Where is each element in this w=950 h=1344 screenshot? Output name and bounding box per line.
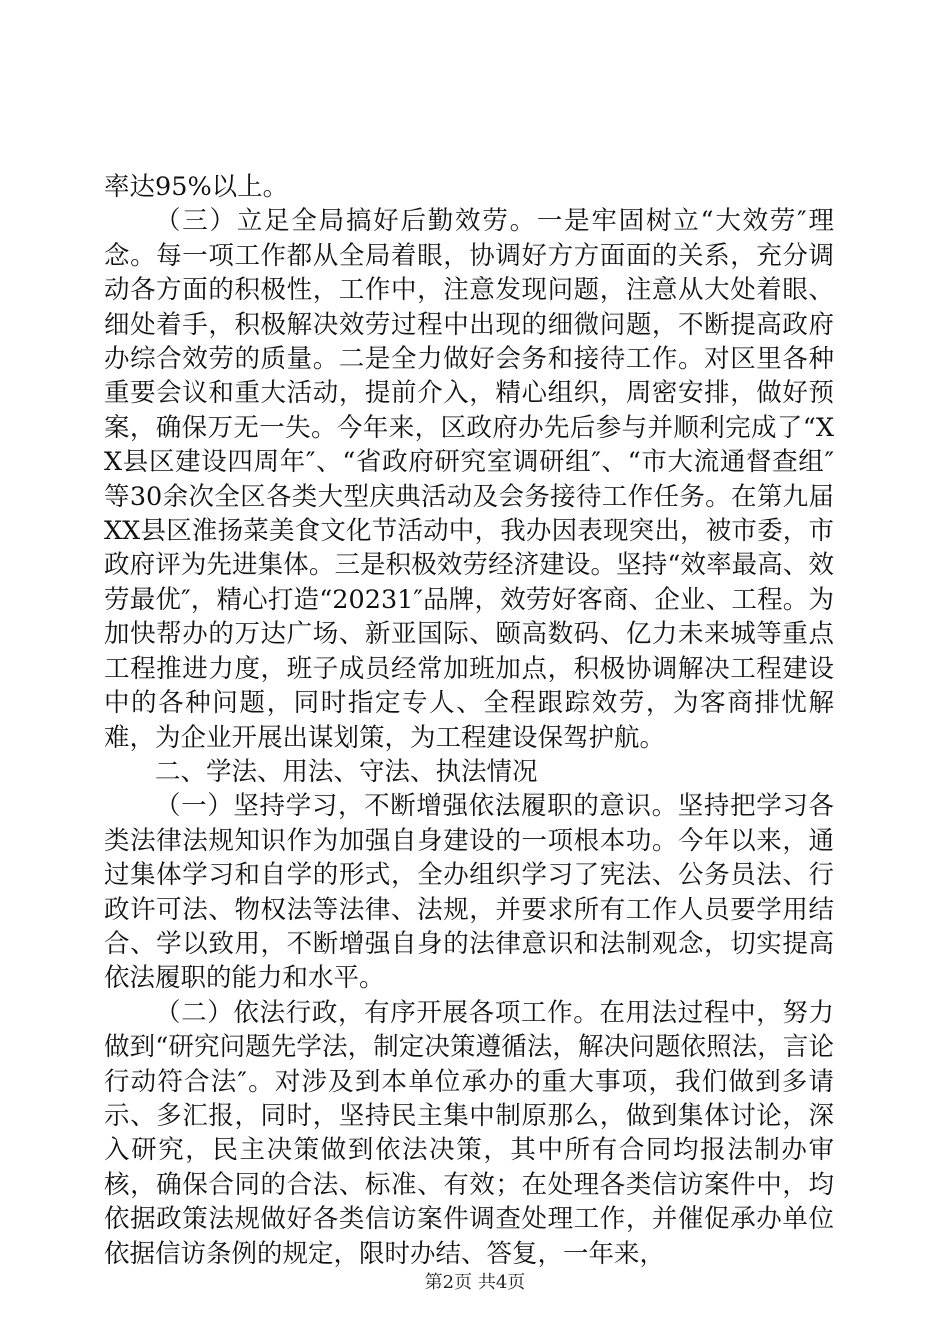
section-heading-law: 二、学法、用法、守法、执法情况	[155, 756, 538, 787]
paragraph-law-administration: （二）依法行政，有序开展各项工作。在用法过程中，努力做到“研究问题先学法，制定决策遵循法，解决问题依照法，言论行动符合法″。对涉及到本单位承办的重大事项，我们做到多请示、多汇报，同时，坚持民主集中制原那么，做到集体讨论，深入研究，民主决策做到依法决策，其中所有合同均报法制办审核，确保合同的合法、标准、有效；在处理各类信访案件中，均依据政策法规做好各类信访案件调查处理工作，并催促承办单位依据信访条例的规定，限时办结、答复，一年来，	[104, 997, 834, 1269]
page-number-footer: 第2页 共4页	[424, 1272, 526, 1293]
paragraph-logistics-service: （三）立足全局搞好后勤效劳。一是牢固树立“大效劳″理念。每一项工作都从全局着眼，协调好方方面面的关系，充分调动各方面的积极性，工作中，注意发现问题，注意从大处着眼、细处着手，积极解决效劳过程中出现的细微问题，不断提高政府办综合效劳的质量。二是全力做好会务和接待工作。对区里各种重要会议和重大活动，提前介入，精心组织，周密安排，做好预案，确保万无一失。今年来，区政府办先后参与并顺利完成了“XX县区建设四周年″、“省政府研究室调研组″、“市大流通督查组″等30余次全区各类大型庆典活动及会务接待工作任务。在第九届XX县区淮扬菜美食文化节活动中，我办因表现突出，被市委，市政府评为先进集体。三是积极效劳经济建设。坚持“效率最高、效劳最优″，精心打造“20231″品牌，效劳好客商、企业、工程。为加快帮办的万达广场、新亚国际、颐高数码、亿力未来城等重点工程推进力度，班子成员经常加班加点，积极协调解决工程建设中的各种问题，同时指定专人、全程跟踪效劳，为客商排忧解难，为企业开展出谋划策，为工程建设保驾护航。	[104, 206, 834, 753]
document-body	[104, 170, 834, 1271]
paragraph-law-study: （一）坚持学习，不断增强依法履职的意识。坚持把学习各类法律法规知识作为加强自身建设的一项根本功。今年以来，通过集体学习和自学的形式，全办组织学习了宪法、公务员法、行政许可法、物权法等法律、法规，并要求所有工作人员要学用结合、学以致用，不断增强自身的法律意识和法制观念，切实提高依法履职的能力和水平。	[104, 791, 834, 994]
paragraph-continuation: 率达95%以上。	[104, 172, 289, 202]
